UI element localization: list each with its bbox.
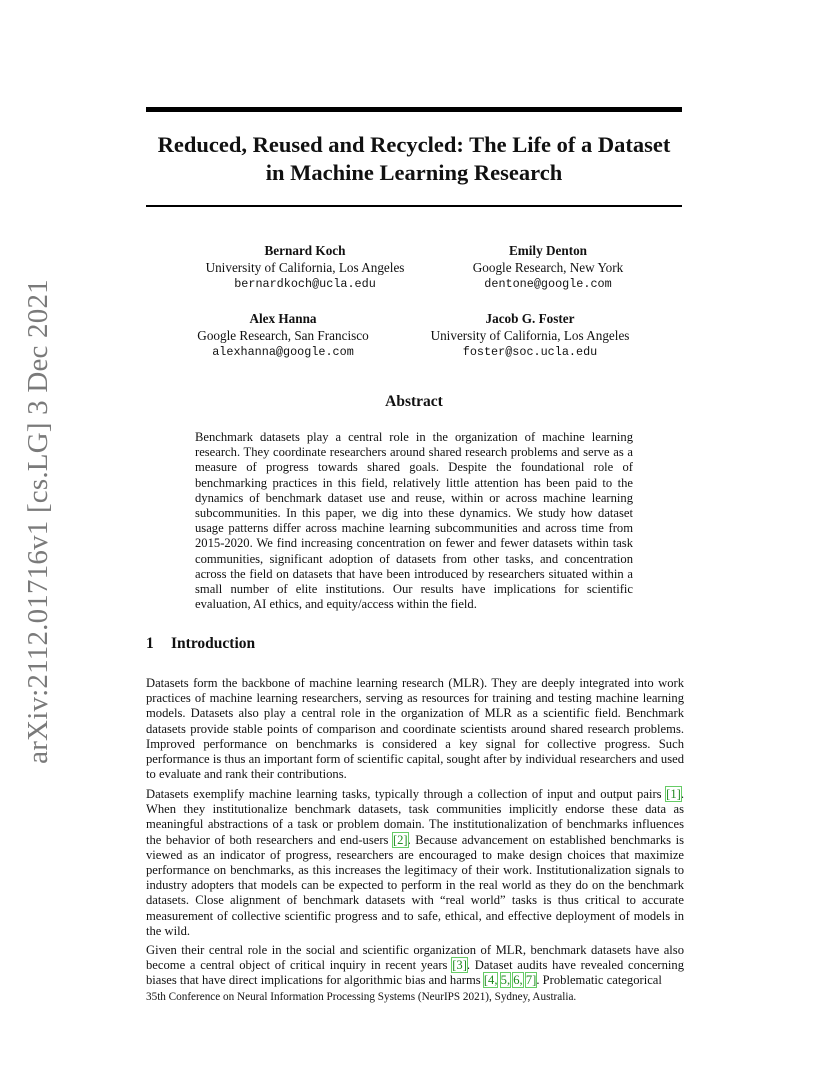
title-line-2: in Machine Learning Research [265,160,563,185]
citation-link[interactable]: 5, [500,973,511,988]
citation-link[interactable]: 7] [525,973,537,988]
author-block [418,243,678,293]
citation-link[interactable]: [4, [483,973,498,988]
citation-link[interactable]: [3] [452,958,467,973]
paragraph: Datasets form the backbone of machine learning research (MLR). They are deeply integrated into work practices of machine learning researchers, serving as resources for training and testing machine learning models. Datasets also play a central role in the organization of MLR as a scientific field. Benchmark datasets provide stable points of comparison and coordinate scientists around shared research problems. Improved performance on benchmarks is considered a key signal for collective progress. Such performance is thus an important form of scientific capital, sought after by individual researchers and used to evaluate and rank their contributions. [146,676,684,782]
paragraph [146,943,684,989]
author-email[interactable]: alexhanna@google.com [212,345,354,359]
author-block [400,311,660,361]
section-heading [146,635,255,653]
paragraph-text: Given their central role in the social and scientific organization of MLR, benchmark datasets have also become a central object of critical inquiry in recent years [146,943,684,973]
author-affiliation: Google Research, New York [472,259,624,275]
author-email[interactable]: foster@soc.ucla.edu [462,345,598,359]
paragraph-text: . Because advancement on established benchmarks is viewed as an indicator of progress, researchers are encouraged to make design choices that maximize performance on benchmarks, as this increases the legitimacy of their work. Institutionalization signals to industry adopters that models can be expected to perform in the real world as they do on the benchmark datasets. Close alignment of benchmark datasets with “real world” tasks is thus critical to accurate measurement of collective scientific progress and to safe, ethical, and effective deployment of models in the wild. [146,832,684,938]
paragraph-text: . Problematic categorical [536,973,662,988]
abstract-text: Benchmark datasets play a central role in the organization of machine learning research. They coordinate researchers around shared research problems and serve as a measure of progress towards shared goals. Despite the foundational role of benchmarking practices in this field, relatively little attention has been paid to the dynamics of benchmark dataset use and reuse, within or across machine learning subcommunities. In this paper, we dig into these dynamics. We study how dataset usage patterns differ across machine learning subcommunities and across time from 2015-2020. We find increasing concentration on fewer and fewer datasets within task communities, significant adoption of datasets from other tasks, and concentration across the field on datasets that have been introduced by researchers situated within a small number of elite institutions. Our results have implications for scientific evaluation, AI ethics, and equity/access within the field. [195,430,633,612]
paragraph [146,787,684,939]
author-email[interactable]: bernardkoch@ucla.edu [234,277,376,291]
citation-link[interactable]: [1] [666,787,681,801]
title-line-1: Reduced, Reused and Recycled: The Life of a Dataset [157,132,671,157]
author-email[interactable]: dentone@google.com [484,277,612,291]
author-affiliation: Google Research, San Francisco [197,327,369,343]
author-block [175,243,435,293]
arxiv-stamp-text: arXiv:2112.01716v1 [cs.LG] 3 Dec 2021 [21,278,54,764]
author-name: Jacob G. Foster [485,311,575,326]
arxiv-stamp [20,278,56,764]
citation-link[interactable]: 6, [513,973,523,988]
paragraph-text: . When they institutionalize benchmark datasets, task communities implicitly endorse these data as meaningful abstractions of a task or problem domain. The institutionalization of benchmarks influences the behavior of both researchers and end-users [146,787,684,847]
citation-link[interactable]: [2] [392,832,408,847]
author-affiliation: University of California, Los Angeles [430,327,630,343]
top-rule [146,107,682,112]
author-name: Alex Hanna [249,311,317,326]
section-title: Introduction [171,635,256,652]
paragraph-text: Datasets exemplify machine learning tasks, typically through a collection of input and output pairs [146,787,667,801]
section-number: 1 [146,635,154,652]
paper-title [146,131,682,187]
author-block [153,311,413,361]
conference-footnote: 35th Conference on Neural Information Processing Systems (NeurIPS 2021), Sydney, Australia. [146,991,577,1003]
abstract-heading: Abstract [385,393,443,410]
author-name: Emily Denton [508,243,588,258]
title-rule [146,205,682,207]
author-name: Bernard Koch [264,243,346,258]
author-affiliation: University of California, Los Angeles [205,259,405,275]
paragraph-text: . Dataset audits have revealed concerning biases that have direct implications for algorithmic bias and harms [146,958,685,988]
